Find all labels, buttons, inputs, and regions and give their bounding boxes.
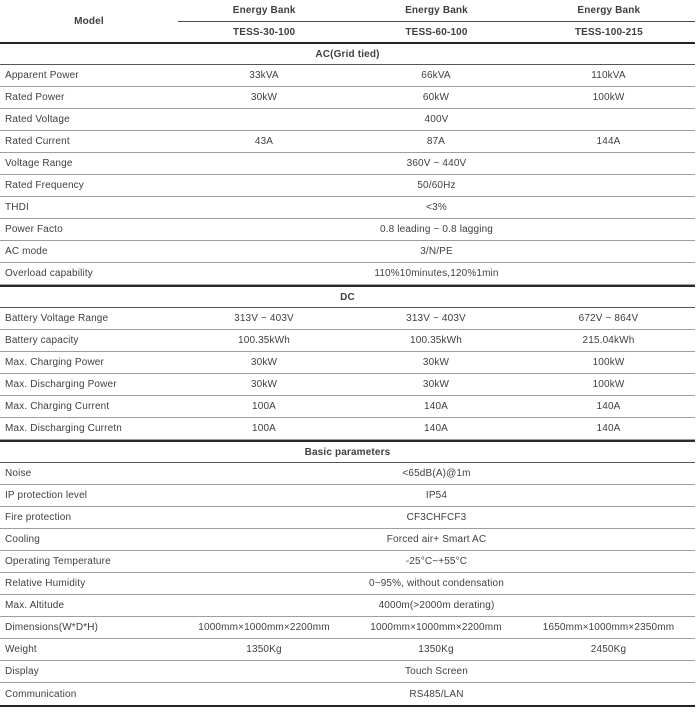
row-value: 100.35kWh bbox=[410, 335, 462, 346]
brand-row bbox=[178, 0, 695, 22]
row-label: Rated Voltage bbox=[5, 114, 70, 125]
row-value-span: 0.8 leading ~ 0.8 lagging bbox=[379, 224, 493, 235]
model-number-label: TESS-60-100 bbox=[405, 27, 468, 38]
section-title: Basic parameters bbox=[0, 440, 695, 463]
brand-label: Energy Bank bbox=[577, 5, 641, 16]
table-row bbox=[0, 661, 695, 683]
row-label: Max. Charging Power bbox=[5, 357, 105, 368]
row-value: 30kW bbox=[250, 357, 278, 368]
row-label: Power Facto bbox=[5, 224, 63, 235]
row-value: 140A bbox=[596, 423, 621, 434]
row-value: 30kW bbox=[250, 379, 278, 390]
row-value-span: 400V bbox=[424, 114, 449, 125]
row-value: 144A bbox=[596, 136, 621, 147]
row-label: Weight bbox=[5, 644, 37, 655]
table-row bbox=[0, 219, 695, 241]
table-row bbox=[0, 241, 695, 263]
table-row bbox=[0, 529, 695, 551]
row-value: 110kVA bbox=[591, 70, 626, 81]
row-value-span: -25°C~+55°C bbox=[405, 556, 468, 567]
table-row bbox=[0, 463, 695, 485]
model-number-label: TESS-100-215 bbox=[574, 27, 643, 38]
table-row bbox=[0, 197, 695, 219]
row-label: Rated Current bbox=[5, 136, 70, 147]
table-row bbox=[0, 573, 695, 595]
row-value-span: Touch Screen bbox=[405, 666, 468, 677]
table-row bbox=[0, 617, 695, 639]
row-value: 313V ~ 403V bbox=[406, 313, 466, 324]
table-row bbox=[0, 683, 695, 705]
table-row bbox=[0, 65, 695, 87]
table-row bbox=[0, 330, 695, 352]
row-value: 1650mm×1000mm×2350mm bbox=[542, 622, 675, 633]
row-label: Max. Charging Current bbox=[5, 401, 110, 412]
table-row bbox=[0, 595, 695, 617]
row-value: 1000mm×1000mm×2200mm bbox=[370, 622, 502, 633]
row-value-span: 50/60Hz bbox=[417, 180, 456, 191]
row-value-span: 110%10minutes,120%1min bbox=[374, 268, 499, 279]
row-label: Relative Humidity bbox=[5, 578, 86, 589]
table-row bbox=[0, 485, 695, 507]
row-value: 1350Kg bbox=[418, 644, 454, 655]
model-header-cell: Model bbox=[74, 16, 104, 27]
table-row bbox=[0, 109, 695, 131]
row-value: 100A bbox=[252, 401, 276, 412]
row-label: Dimensions(W*D*H) bbox=[5, 622, 99, 633]
row-label: Communication bbox=[5, 688, 77, 700]
section-title: AC(Grid tied) bbox=[0, 44, 695, 65]
table-row bbox=[0, 263, 695, 285]
row-label: AC mode bbox=[5, 246, 48, 257]
row-label: Operating Temperature bbox=[5, 556, 111, 567]
row-label: IP protection level bbox=[5, 490, 88, 501]
row-label: Display bbox=[5, 666, 39, 677]
row-label: Cooling bbox=[5, 534, 40, 545]
row-label: Fire protection bbox=[5, 512, 72, 523]
row-value-span: <3% bbox=[426, 202, 447, 213]
table-row bbox=[0, 308, 695, 330]
table-row bbox=[0, 551, 695, 573]
table-row bbox=[0, 175, 695, 197]
row-value: 100kW bbox=[592, 357, 625, 368]
row-label: THDI bbox=[5, 202, 29, 213]
row-value: 140A bbox=[424, 401, 448, 412]
row-value: 60kW bbox=[422, 92, 450, 103]
table-section bbox=[0, 44, 695, 285]
table-row bbox=[0, 418, 695, 440]
row-value: 87A bbox=[426, 136, 446, 147]
row-value: 43A bbox=[254, 136, 274, 147]
brand-label: Energy Bank bbox=[405, 5, 468, 16]
model-number-label: TESS-30-100 bbox=[233, 27, 296, 38]
row-value: 313V ~ 403V bbox=[234, 313, 294, 324]
row-label: Max. Altitude bbox=[5, 600, 65, 611]
row-value: 672V ~ 864V bbox=[578, 313, 639, 324]
table-row bbox=[0, 396, 695, 418]
row-label: Max. Discharging Curretn bbox=[5, 423, 122, 434]
row-value-span: 3/N/PE bbox=[420, 246, 453, 257]
row-label: Noise bbox=[5, 468, 32, 479]
row-value: 100kW bbox=[592, 92, 625, 103]
row-value: 140A bbox=[424, 423, 448, 434]
table-body bbox=[0, 44, 695, 705]
row-value: 100A bbox=[252, 423, 276, 434]
row-value: 30kW bbox=[422, 379, 450, 390]
row-label: Max. Discharging Power bbox=[5, 379, 117, 390]
table-header bbox=[0, 0, 695, 44]
row-value-span: Forced air+ Smart AC bbox=[386, 534, 487, 545]
row-value-span: 0~95%, without condensation bbox=[369, 578, 504, 589]
brand-label: Energy Bank bbox=[232, 5, 296, 16]
row-value: 100kW bbox=[592, 379, 625, 390]
table-row bbox=[0, 153, 695, 175]
row-value-span: RS485/LAN bbox=[409, 688, 464, 700]
row-label: Voltage Range bbox=[5, 158, 73, 169]
row-value: 66kVA bbox=[421, 70, 451, 81]
row-value-span: <65dB(A)@1m bbox=[402, 468, 471, 479]
table-row bbox=[0, 87, 695, 109]
row-value-span: 4000m(>2000m derating) bbox=[378, 600, 495, 611]
row-label: Battery Voltage Range bbox=[5, 313, 109, 324]
row-value-span: IP54 bbox=[425, 490, 448, 501]
table-row bbox=[0, 639, 695, 661]
table-row bbox=[0, 352, 695, 374]
table-row bbox=[0, 374, 695, 396]
table-section bbox=[0, 285, 695, 440]
row-value-span: CF3CHFCF3 bbox=[406, 512, 467, 523]
header-columns bbox=[178, 0, 695, 43]
row-value-span: 360V ~ 440V bbox=[406, 158, 467, 169]
row-value: 30kW bbox=[250, 92, 278, 103]
table-section bbox=[0, 440, 695, 705]
section-title: DC bbox=[0, 285, 695, 308]
row-label: Rated Frequency bbox=[5, 180, 84, 191]
row-value: 215.04kWh bbox=[582, 335, 635, 346]
row-value: 30kW bbox=[422, 357, 450, 368]
row-label: Apparent Power bbox=[5, 70, 79, 81]
row-value: 1000mm×1000mm×2200mm bbox=[198, 622, 330, 633]
model-number-row bbox=[178, 22, 695, 43]
row-label: Rated Power bbox=[5, 92, 65, 103]
row-value: 100.35kWh bbox=[238, 335, 290, 346]
row-value: 140A bbox=[596, 401, 621, 412]
table-row bbox=[0, 131, 695, 153]
table-row bbox=[0, 507, 695, 529]
row-value: 2450Kg bbox=[590, 644, 627, 655]
row-label: Overload capability bbox=[5, 268, 93, 279]
row-value: 33kVA bbox=[249, 70, 279, 81]
row-label: Battery capacity bbox=[5, 335, 79, 346]
row-value: 1350Kg bbox=[246, 644, 282, 655]
